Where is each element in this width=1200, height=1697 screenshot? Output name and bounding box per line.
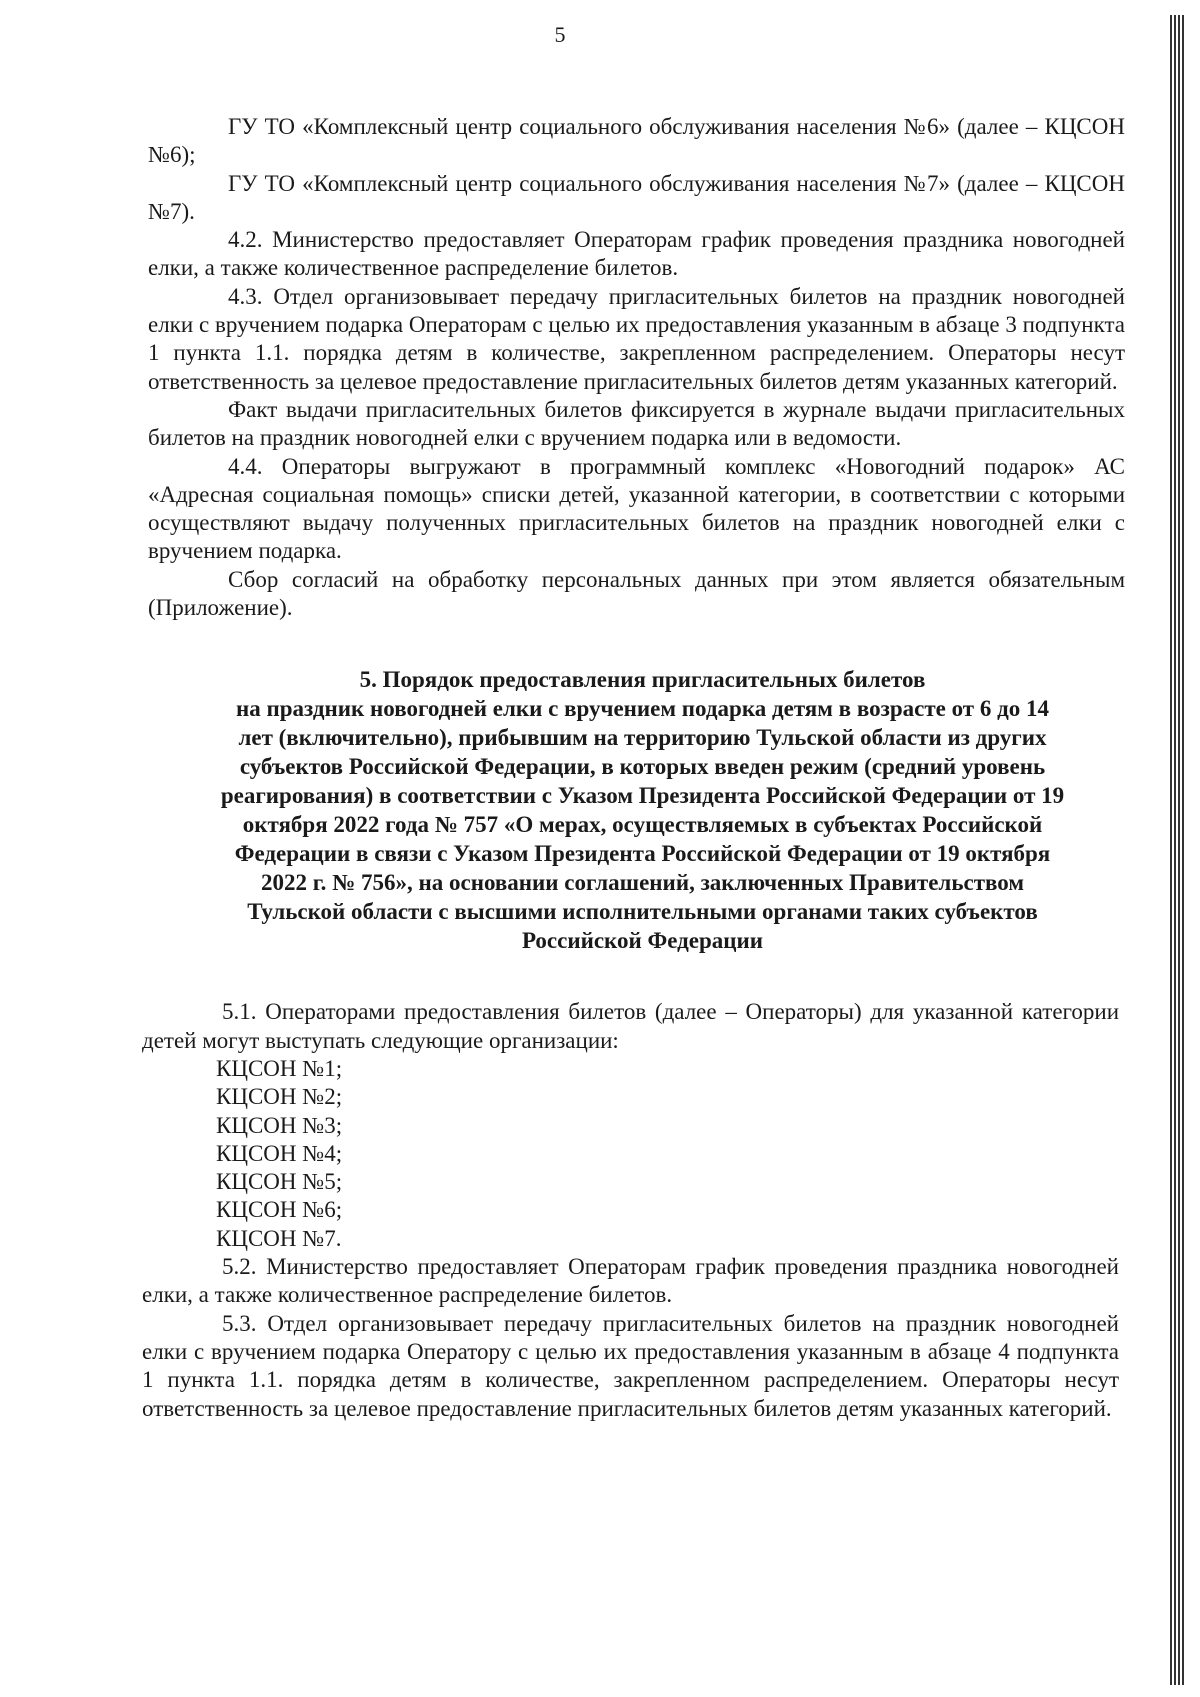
paragraph-kcson-6: ГУ ТО «Комплексный центр социального обслуживания населения №6» (далее – КЦСОН №6); [148, 114, 1125, 168]
list-item: КЦСОН №1; [216, 1055, 343, 1081]
heading-line: субъектов Российской Федерации, в которых введен режим (средний уровень [239, 754, 1046, 780]
page-number: 5 [554, 22, 566, 47]
paragraph-4-4: 4.4. Операторы выгружают в программный комплекс «Новогодний подарок» АС «Адресная социальная помощь» списки детей, указанной категории, в соответствии с которыми осуществляют выдачу полученных пригласительных билетов на праздник новогодней елки с вручением подарка. [148, 453, 1125, 564]
heading-line: лет (включительно), прибывшим на территорию Тульской области из других [238, 725, 1047, 751]
list-item: КЦСОН №7. [216, 1225, 342, 1251]
heading-line: 5. Порядок предоставления пригласительных билетов [359, 667, 926, 693]
list-item: КЦСОН №4; [216, 1140, 343, 1166]
heading-line: на праздник новогодней елки с вручением подарка детям в возрасте от 6 до 14 [236, 696, 1049, 722]
paragraph-consent: Сбор согласий на обработку персональных данных при этом является обязательным (Приложение). [148, 566, 1125, 621]
list-item: КЦСОН №2; [216, 1084, 343, 1110]
paragraph-4-3: 4.3. Отдел организовывает передачу пригласительных билетов на праздник новогодней елки с вручением подарка Операторам с целью их предоставления указанным в абзаце 3 подпункта 1 пункта 1.1. порядка детям в количестве, закрепленном распределением. Операторы несут ответственность за целевое предоставление пригласительных билетов детям указанных категорий. [148, 283, 1125, 394]
heading-line: реагирования) в соответствии с Указом Президента Российской Федерации от 19 [220, 783, 1065, 809]
heading-line: 2022 г. № 756», на основании соглашений, заключенных Правительством [261, 870, 1024, 896]
section-5-body [142, 998, 1119, 1422]
paragraph-ticket-issue-fact: Факт выдачи пригласительных билетов фиксируется в журнале выдачи пригласительных билетов на праздник новогодней елки с вручением подарка или в ведомости. [148, 396, 1125, 451]
heading-line: Федерации в связи с Указом Президента Российской Федерации от 19 октября [234, 841, 1051, 867]
list-item: КЦСОН №5; [216, 1169, 343, 1195]
section-5-heading [154, 665, 1131, 955]
paragraph-5-3: 5.3. Отдел организовывает передачу пригласительных билетов на праздник новогодней елки с вручением подарка Оператору с целью их предоставления указанным в абзаце 4 подпункта 1 пункта 1.1. порядка детям в количестве, закрепленном распределением. Операторы несут ответственность за целевое предоставление пригласительных билетов детям указанных категорий. [142, 1310, 1119, 1421]
heading-line: Тульской области с высшими исполнительными органами таких субъектов [247, 899, 1038, 925]
heading-line: октября 2022 года № 757 «О мерах, осуществляемых в субъектах Российской [242, 812, 1043, 838]
list-item: КЦСОН №6; [216, 1197, 343, 1223]
paragraph-kcson-7: ГУ ТО «Комплексный центр социального обслуживания населения №7» (далее – КЦСОН №7). [148, 170, 1125, 224]
list-item: КЦСОН №3; [216, 1112, 343, 1138]
operators-list [142, 1055, 1119, 1253]
paragraph-5-2: 5.2. Министерство предоставляет Операторам график проведения праздника новогодней елки, а также количественное распределение билетов. [142, 1254, 1119, 1308]
heading-line: Российской Федерации [521, 928, 764, 954]
paragraph-4-2: 4.2. Министерство предоставляет Операторам график проведения праздника новогодней елки, а также количественное распределение билетов. [148, 227, 1125, 281]
paragraph-5-1: 5.1. Операторами предоставления билетов (далее – Операторы) для указанной категории детей могут выступать следующие организации: [142, 999, 1119, 1053]
scan-edge-lines [1170, 15, 1186, 1685]
document-body [142, 113, 1125, 1423]
